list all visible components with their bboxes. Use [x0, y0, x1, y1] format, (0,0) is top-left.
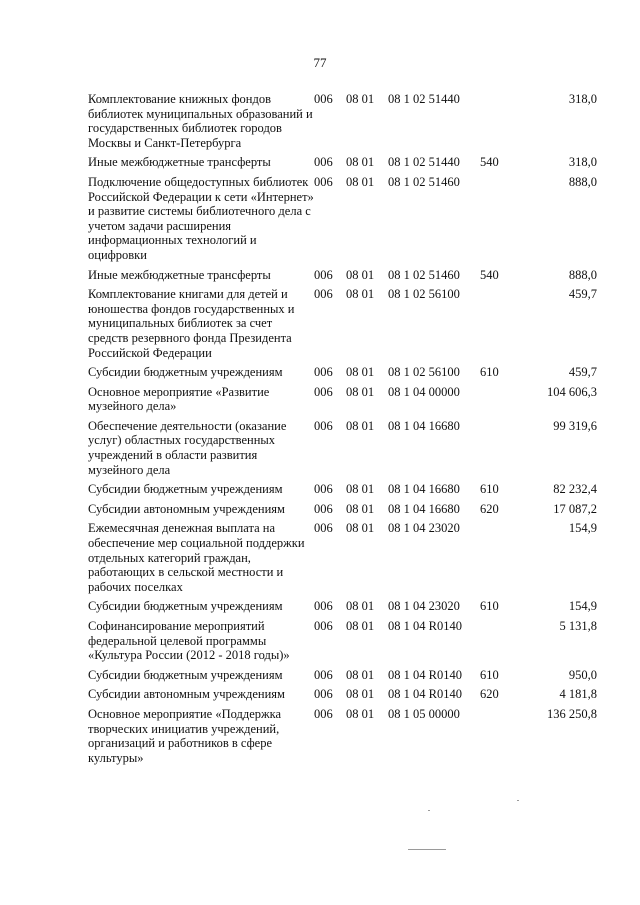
- row-amount: 318,0: [568, 92, 597, 106]
- row-name: Подключение общедоступных библиотек Российской Федерации к сети «Интернет» и развитие системы библиотечного дела с учетом задачи расширения информационных технологий и оцифровки: [88, 174, 314, 262]
- row-expense-type: [480, 92, 510, 155]
- row-name: Субсидии бюджетным учреждениям: [88, 482, 283, 497]
- row-expense-type: 620: [480, 687, 499, 702]
- row-grbs-code: 006: [314, 521, 333, 536]
- row-amount: 154,9: [568, 599, 597, 614]
- row-name: Иные межбюджетные трансферты: [88, 267, 271, 282]
- table-row: [88, 599, 597, 619]
- row-name: Субсидии бюджетным учреждениям: [88, 365, 283, 380]
- row-expense-type: 610: [480, 599, 499, 614]
- row-expense-type: [480, 707, 510, 770]
- row-amount: 888,0: [568, 174, 597, 189]
- row-grbs-code: 006: [314, 155, 333, 170]
- row-expense-type: 610: [480, 667, 499, 682]
- row-name: Иные межбюджетные трансферты: [88, 155, 271, 170]
- table-row: [88, 385, 597, 419]
- row-grbs-code: 006: [314, 287, 333, 302]
- row-section-code: 08 01: [346, 667, 375, 682]
- table-row: [88, 619, 597, 668]
- row-target-code: 08 1 04 R0140: [388, 667, 462, 682]
- table-row: [88, 175, 597, 268]
- scan-artifact: [517, 800, 519, 801]
- table-row: [88, 687, 597, 707]
- scan-artifact: [408, 849, 446, 850]
- row-grbs-code: 006: [314, 418, 333, 433]
- row-target-code: 08 1 04 16680: [388, 482, 460, 497]
- row-amount: 950,0: [568, 667, 597, 682]
- table-row: [88, 482, 597, 502]
- row-amount: 4 181,8: [559, 687, 597, 702]
- row-section-code: 08 01: [346, 267, 375, 282]
- row-expense-type: 620: [480, 501, 499, 516]
- row-name: Комплектование книжных фондов библиотек муниципальных образований и государственных библиотек городов Москвы и Санкт-Петербурга: [88, 92, 313, 150]
- scan-artifact: [428, 810, 430, 811]
- row-target-code: 08 1 04 R0140: [388, 687, 462, 702]
- row-expense-type: [480, 175, 510, 268]
- row-section-code: 08 01: [346, 384, 375, 399]
- row-target-code: 08 1 02 51440: [388, 92, 460, 106]
- row-grbs-code: 006: [314, 267, 333, 282]
- row-amount: 99 319,6: [553, 418, 597, 433]
- table-row: [88, 419, 597, 482]
- row-grbs-code: 006: [314, 687, 333, 702]
- row-amount: 459,7: [568, 365, 597, 380]
- row-grbs-code: 006: [314, 501, 333, 516]
- row-target-code: 08 1 04 R0140: [388, 619, 462, 633]
- row-target-code: 08 1 02 56100: [388, 365, 460, 380]
- row-section-code: 08 01: [346, 92, 375, 106]
- row-amount: 104 606,3: [547, 384, 597, 399]
- row-section-code: 08 01: [346, 174, 375, 189]
- table-row: [88, 707, 597, 770]
- row-name: Обеспечение деятельности (оказание услуг) областных государственных учреждений в области развития музейного дела: [88, 418, 287, 477]
- row-target-code: 08 1 04 00000: [388, 384, 460, 399]
- row-grbs-code: 006: [314, 384, 333, 399]
- table-row: [88, 502, 597, 522]
- table-row: [88, 268, 597, 288]
- row-section-code: 08 01: [346, 418, 375, 433]
- row-target-code: 08 1 02 56100: [388, 287, 460, 302]
- row-expense-type: [480, 619, 510, 668]
- table-row: [88, 92, 597, 155]
- row-name: Основное мероприятие «Развитие музейного дела»: [88, 384, 270, 414]
- row-name: Софинансирование мероприятий федеральной целевой программы «Культура России (2012 - 2018 годы)»: [88, 619, 290, 663]
- row-name: Субсидии бюджетным учреждениям: [88, 599, 283, 614]
- row-amount: 136 250,8: [547, 706, 597, 721]
- table-row: [88, 668, 597, 688]
- row-section-code: 08 01: [346, 287, 375, 302]
- row-amount: 17 087,2: [553, 501, 597, 516]
- row-grbs-code: 006: [314, 667, 333, 682]
- row-amount: 82 232,4: [553, 482, 597, 497]
- row-section-code: 08 01: [346, 501, 375, 516]
- row-expense-type: [480, 385, 510, 419]
- row-name: Комплектование книгами для детей и юношества фондов государственных и муниципальных библиотек за счет средств резервного фонда Президента Российской Федерации: [88, 287, 295, 360]
- table-row: [88, 287, 597, 365]
- row-expense-type: 610: [480, 482, 499, 497]
- table-row: [88, 155, 597, 175]
- row-amount: 888,0: [568, 267, 597, 282]
- row-target-code: 08 1 04 16680: [388, 501, 460, 516]
- row-name: Ежемесячная денежная выплата на обеспечение мер социальной поддержки отдельных категорий граждан, работающих в сельской местности и рабочих поселках: [88, 521, 305, 594]
- row-grbs-code: 006: [314, 619, 333, 633]
- row-grbs-code: 006: [314, 365, 333, 380]
- row-target-code: 08 1 02 51440: [388, 155, 460, 170]
- row-section-code: 08 01: [346, 619, 375, 633]
- row-section-code: 08 01: [346, 599, 375, 614]
- row-amount: 5 131,8: [559, 619, 597, 633]
- row-target-code: 08 1 04 23020: [388, 599, 460, 614]
- budget-table: [88, 92, 597, 770]
- row-amount: 318,0: [568, 155, 597, 170]
- row-expense-type: 610: [480, 365, 499, 380]
- row-grbs-code: 006: [314, 706, 333, 721]
- row-expense-type: [480, 287, 510, 365]
- row-expense-type: 540: [480, 267, 499, 282]
- row-grbs-code: 006: [314, 92, 333, 106]
- row-target-code: 08 1 05 00000: [388, 706, 460, 721]
- row-target-code: 08 1 04 16680: [388, 418, 460, 433]
- row-name: Субсидии бюджетным учреждениям: [88, 667, 283, 682]
- row-expense-type: 540: [480, 155, 499, 170]
- row-grbs-code: 006: [314, 174, 333, 189]
- row-target-code: 08 1 02 51460: [388, 174, 460, 189]
- table-row: [88, 521, 597, 599]
- row-section-code: 08 01: [346, 687, 375, 702]
- budget-table-body: [88, 92, 597, 770]
- row-amount: 154,9: [568, 521, 597, 536]
- row-grbs-code: 006: [314, 482, 333, 497]
- row-section-code: 08 01: [346, 365, 375, 380]
- row-section-code: 08 01: [346, 155, 375, 170]
- row-amount: 459,7: [568, 287, 597, 302]
- row-name: Основное мероприятие «Поддержка творческих инициатив учреждений, организаций и работников в сфере культуры»: [88, 706, 282, 765]
- page-number: 77: [313, 55, 327, 70]
- row-section-code: 08 01: [346, 482, 375, 497]
- row-grbs-code: 006: [314, 599, 333, 614]
- row-name: Субсидии автономным учреждениям: [88, 501, 285, 516]
- row-target-code: 08 1 04 23020: [388, 521, 460, 536]
- row-name: Субсидии автономным учреждениям: [88, 687, 285, 702]
- row-section-code: 08 01: [346, 521, 375, 536]
- row-expense-type: [480, 419, 510, 482]
- table-row: [88, 365, 597, 385]
- row-expense-type: [480, 521, 510, 599]
- row-target-code: 08 1 02 51460: [388, 267, 460, 282]
- row-section-code: 08 01: [346, 706, 375, 721]
